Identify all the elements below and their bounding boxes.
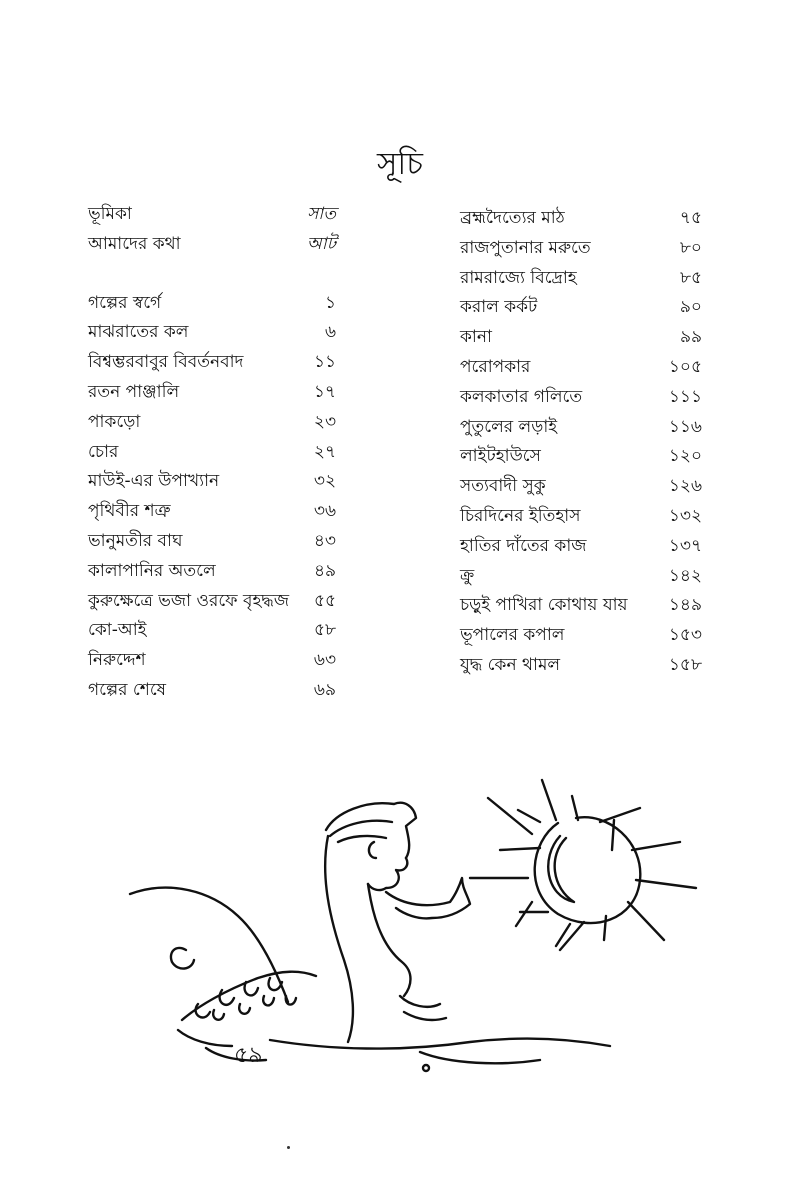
- toc-entry-page: ১৩৭: [668, 535, 702, 556]
- toc-entry-title: মাউই-এর উপাখ্যান: [88, 471, 220, 492]
- toc-entry-title: কালাপানির অতলে: [88, 560, 216, 581]
- left-loop: [171, 948, 194, 969]
- boy-arm: [386, 878, 470, 918]
- toc-entry-title: চিরদিনের ইতিহাস: [460, 505, 581, 526]
- toc-entry-title: পৃথিবীর শত্রু: [88, 501, 171, 522]
- toc-entry-page: ১১৬: [668, 416, 702, 437]
- toc-entry-page: ১: [324, 292, 336, 313]
- toc-entry-title: পাকড়ো: [88, 411, 141, 432]
- toc-entry-title: রাজপুতানার মরুতে: [460, 237, 591, 258]
- toc-entry-title: চোর: [88, 441, 119, 462]
- toc-entry-page: ৩৬: [313, 501, 336, 522]
- toc-entry-page: ৭৫: [679, 208, 702, 228]
- toc-entry-page: ২৩: [313, 411, 336, 432]
- toc-entry-page: ১৭: [313, 381, 336, 402]
- sun-outer-ring: [535, 817, 641, 923]
- toc-entry-title: কো-আই: [88, 620, 147, 641]
- print-speck: [287, 1146, 290, 1149]
- toc-entry-title: রতন পাঞ্জালি: [88, 381, 180, 402]
- toc-entry-page: ৬৯: [313, 679, 336, 700]
- toc-entry-title: আমাদের কথা: [88, 233, 181, 254]
- toc-entry-page: ১২০: [668, 446, 702, 467]
- ground-line-2: [420, 1052, 540, 1063]
- toc-entry-title: রামরাজ্যে বিদ্রোহ: [460, 267, 577, 288]
- toc-entry-title: মাঝরাতের কল: [88, 322, 189, 343]
- pebble: [423, 1065, 429, 1071]
- boy-hair: [326, 803, 416, 858]
- boy-knee: [400, 996, 446, 1020]
- sun-rays: [470, 780, 696, 950]
- toc-entry-page: ১৩২: [668, 505, 702, 526]
- toc-entry-title: লাইটহাউসে: [460, 446, 541, 467]
- toc-entry-page: ৯০: [679, 297, 702, 318]
- toc-entry-page: ১১: [313, 352, 336, 373]
- toc-entry-title: হাতির দাঁতের কাজ: [460, 535, 587, 556]
- toc-entry-title: কানা: [460, 327, 492, 348]
- toc-entry-page: সাত: [307, 204, 336, 224]
- toc-entry-page: ১৪৯: [668, 595, 702, 616]
- sun-inner-crescent: [548, 836, 574, 902]
- toc-entry-page: ১০৫: [668, 356, 702, 377]
- toc-entry-title: যুদ্ধ কেন থামল: [460, 654, 561, 675]
- page-title: সূচি: [376, 146, 424, 182]
- toc-entry-page: আট: [306, 233, 336, 254]
- toc-entry-page: ১৫৮: [668, 654, 702, 675]
- toc-entry-title: পরোপকার: [460, 356, 531, 377]
- toc-entry-page: ৪৯: [313, 560, 336, 581]
- toc-entry-page: ৫৫: [313, 590, 336, 611]
- ground-line: [270, 1039, 610, 1049]
- toc-entry-title: করাল কর্কট: [460, 297, 538, 318]
- toc-entry-page: ৬: [324, 322, 336, 343]
- toc-entry-title: পুতুলের লড়াই: [460, 416, 558, 437]
- toc-entry-title: গল্পের স্বর্গে: [88, 292, 162, 313]
- toc-entry-page: ৮৫: [679, 267, 702, 288]
- toc-entry-page: ১১১: [668, 386, 702, 407]
- toc-entry-title: চড়ুই পাখিরা কোথায় যায়: [460, 595, 628, 616]
- toc-entry-title: বিশ্বম্ভরবাবুর বিবর্তনবাদ: [88, 352, 244, 373]
- scribble-text: ৫৯: [234, 1043, 263, 1068]
- toc-entry-page: ১৫৩: [668, 625, 702, 646]
- toc-entry-title: ভূপালের কপাল: [460, 625, 565, 646]
- toc-entry-page: ৬৩: [313, 650, 336, 671]
- boy-face: [368, 858, 407, 890]
- toc-entry-title: সত্যবাদী সুকু: [460, 476, 546, 497]
- left-wave: [130, 888, 288, 1002]
- toc-entry-title: ভানুমতীর বাঘ: [88, 530, 183, 551]
- toc-entry-page: ১৪২: [668, 565, 702, 586]
- toc-entry-page: ৫৮: [313, 620, 336, 641]
- toc-entry-page: ৮০: [679, 237, 702, 258]
- toc-entry-title: নিরুদ্দেশ: [88, 650, 146, 671]
- toc-entry-title: ব্রহ্মদৈত্যের মাঠ: [460, 208, 565, 228]
- boy-ear: [369, 842, 376, 858]
- toc-entry-title: কলকাতার গলিতে: [460, 386, 583, 407]
- toc-entry-page: ১২৬: [668, 476, 702, 497]
- toc-entry-page: ৯৯: [679, 327, 702, 348]
- toc-entry-title: ক্রু: [460, 565, 475, 586]
- toc-entry-page: ৪৩: [313, 530, 336, 551]
- toc-entry-title: গল্পের শেষে: [88, 679, 167, 700]
- toc-entry-title: ভূমিকা: [88, 204, 132, 224]
- toc-entry-page: ৩২: [313, 471, 336, 492]
- boy-back: [325, 836, 353, 1042]
- toc-entry-title: কুরুক্ষেত্রে ভজা ওরফে বৃহদ্ধজ: [88, 590, 290, 611]
- toc-entry-page: ২৭: [313, 441, 336, 462]
